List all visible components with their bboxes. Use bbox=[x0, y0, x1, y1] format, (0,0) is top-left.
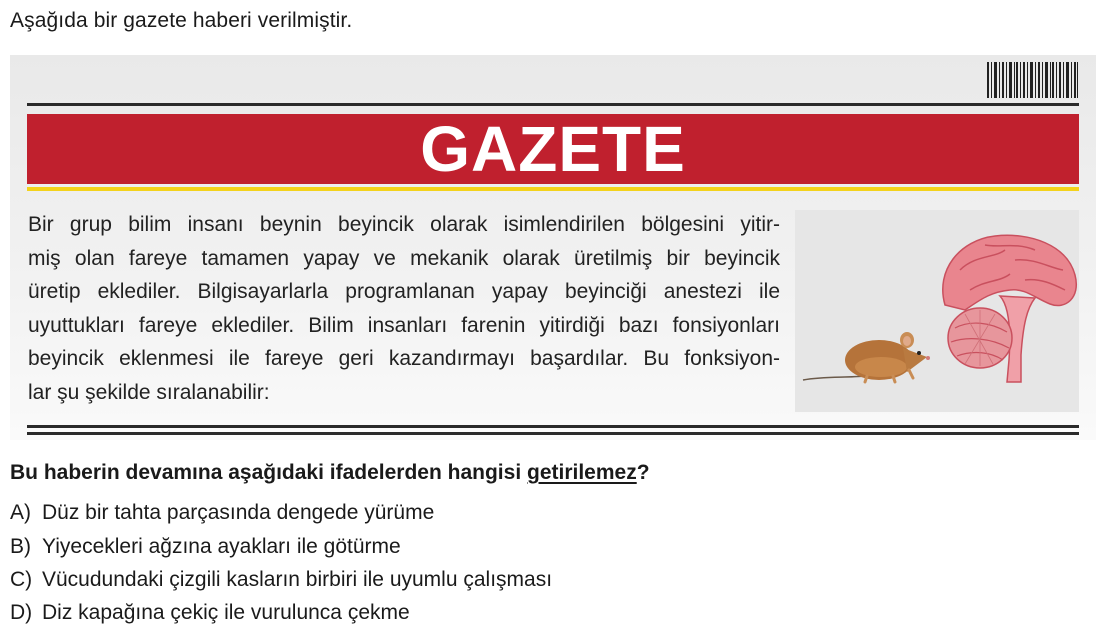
masthead-yellow-stripe bbox=[27, 187, 1079, 191]
mouse-icon bbox=[803, 332, 930, 382]
brain-icon bbox=[943, 235, 1077, 382]
article-image bbox=[795, 210, 1079, 412]
masthead-band bbox=[27, 114, 1079, 184]
footer-rule-lower bbox=[27, 432, 1079, 435]
question-suffix: ? bbox=[636, 461, 650, 484]
article-line: miş olan fareye tamamen yapay ve mekanik olarak üretilmiş bir beyincik bbox=[28, 246, 780, 270]
option-c[interactable] bbox=[10, 568, 552, 592]
barcode-icon bbox=[987, 62, 1078, 98]
question-emphasis: getirilemez bbox=[527, 461, 637, 484]
article-line: lar şu şekilde sıralanabilir: bbox=[28, 380, 270, 404]
option-text: Vücudundaki çizgili kasların birbiri ile uyumlu çalışması bbox=[42, 568, 553, 591]
option-d[interactable] bbox=[10, 601, 410, 625]
option-b[interactable] bbox=[10, 535, 401, 559]
mouse-brain-illustration bbox=[795, 210, 1079, 412]
newspaper-title: GAZETE bbox=[420, 113, 686, 185]
masthead-top-rule bbox=[27, 103, 1079, 106]
article-line: beyincik eklenmesi ile fareye geri kazandırmayı başardılar. Bu fonksiyon- bbox=[28, 347, 780, 370]
article-line: uyuttukları fareye eklediler. Bilim insanları farenin yitirdiği bazı fonsiyonları bbox=[28, 313, 780, 337]
article-text bbox=[28, 208, 780, 409]
article-line: Bir grup bilim insanı beynin beyincik olarak isimlendirilen bölgesini yitir- bbox=[28, 213, 780, 236]
option-text: Yiyecekleri ağzına ayakları ile götürme bbox=[42, 535, 401, 558]
option-letter: A) bbox=[10, 501, 31, 524]
question-prefix: Bu haberin devamına aşağıdaki ifadelerden hangisi bbox=[10, 461, 527, 484]
option-letter: D) bbox=[10, 601, 33, 624]
article-line: üretip eklediler. Bilgisayarlarla programlanan yapay beyinciği anestezi ile bbox=[28, 280, 780, 303]
option-text: Diz kapağına çekiç ile vurulunca çekme bbox=[42, 601, 410, 624]
option-a[interactable] bbox=[10, 501, 434, 525]
option-letter: B) bbox=[10, 535, 31, 558]
question-text bbox=[10, 461, 650, 485]
option-text: Düz bir tahta parçasında dengede yürüme bbox=[42, 501, 435, 524]
intro-text: Aşağıda bir gazete haberi verilmiştir. bbox=[10, 9, 353, 32]
option-letter: C) bbox=[10, 568, 33, 591]
footer-rule-upper bbox=[27, 425, 1079, 428]
